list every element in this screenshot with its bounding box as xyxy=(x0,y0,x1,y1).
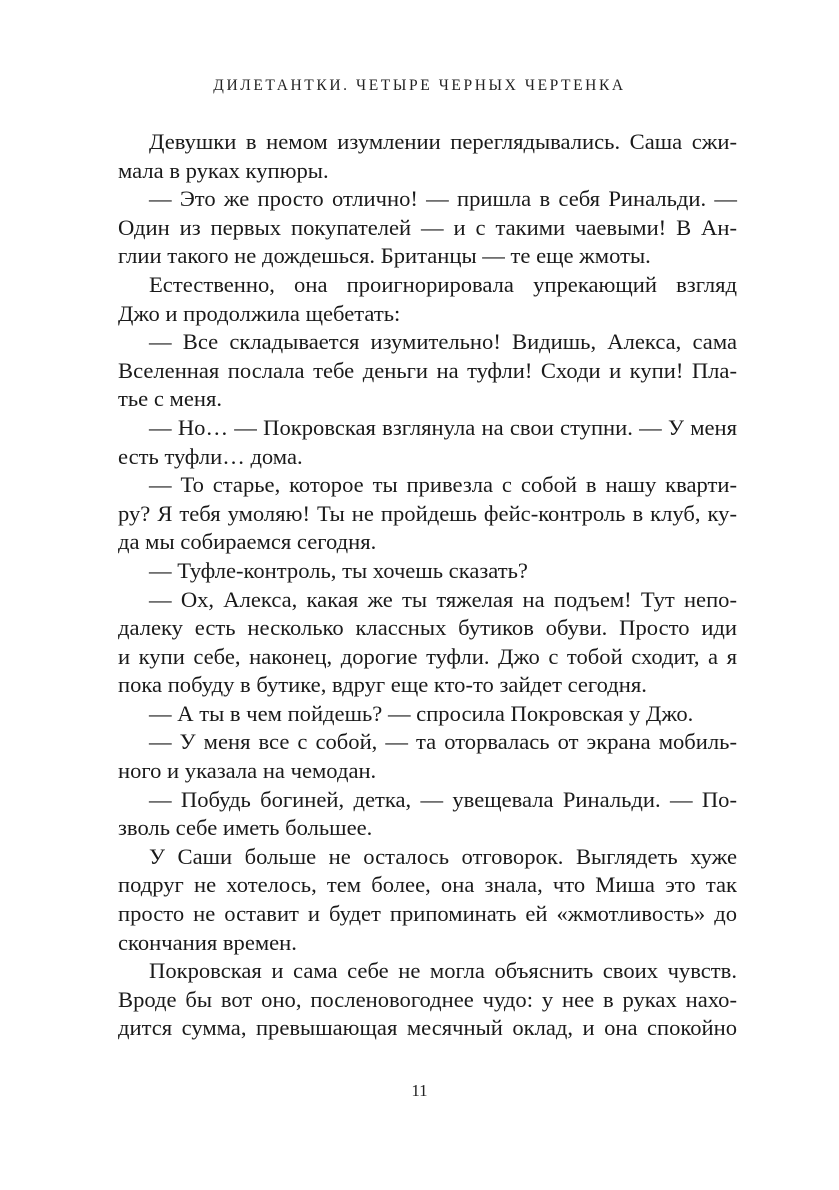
text-line: Девушки в немом изумлении переглядывались. Саша сжи- xyxy=(149,129,737,154)
text-line: тье с меня. xyxy=(118,386,222,412)
text-line: Вроде бы вот оно, посленовогоднее чудо: у нее в руках нахо- xyxy=(118,986,737,1012)
text-line: — Но… — Покровская взглянула на свои ступни. — У меня xyxy=(149,414,737,440)
body-text xyxy=(118,128,737,1043)
text-line: — То старье, которое ты привезла с собой в нашу кварти- xyxy=(149,472,737,498)
text-line: ного и указала на чемодан. xyxy=(118,758,377,784)
text-line: У Саши больше не осталось отговорок. Выглядеть хуже xyxy=(149,843,737,869)
text-line: и купи себе, наконец, дорогие туфли. Джо с тобой сходит, а я xyxy=(118,643,737,669)
text-line: далеку есть несколько классных бутиков обуви. Просто иди xyxy=(118,615,737,641)
text-line: Один из первых покупателей — и с такими чаевыми! В Ан- xyxy=(118,214,737,240)
text-line: Джо и продолжила щебетать: xyxy=(118,300,401,326)
text-line: — Ох, Алекса, какая же ты тяжелая на подъем! Тут непо- xyxy=(149,586,737,612)
text-line: зволь себе иметь большее. xyxy=(118,815,373,841)
text-line: Вселенная послала тебе деньги на туфли! Сходи и купи! Пла- xyxy=(118,357,737,383)
text-line: просто не оставит и будет припоминать ей «жмотливость» до xyxy=(118,901,737,927)
text-line: — Побудь богиней, детка, — увещевала Ринальди. — По- xyxy=(149,786,737,812)
text-line: дится сумма, превышающая месячный оклад, и она спокойно xyxy=(118,1015,737,1041)
text-line: есть туфли… дома. xyxy=(118,443,303,469)
text-line: пока побуду в бутике, вдруг еще кто-то зайдет сегодня. xyxy=(118,672,647,698)
text-line: — Это же просто отлично! — пришла в себя Ринальди. — xyxy=(149,186,737,212)
text-line: подруг не хотелось, тем более, она знала, что Миша это так xyxy=(118,872,737,898)
text-line: мала в руках купюры. xyxy=(118,157,329,183)
text-line: Покровская и сама себе не могла объяснить своих чувств. xyxy=(149,958,737,984)
text-line: — Все складывается изумительно! Видишь, Алекса, сама xyxy=(149,329,737,355)
text-line: — У меня все с собой, — та оторвалась от экрана мобиль- xyxy=(149,729,737,755)
text-line: Естественно, она проигнорировала упрекающий взгляд xyxy=(149,271,737,297)
text-line: — А ты в чем пойдешь? — спросила Покровская у Джо. xyxy=(149,700,694,726)
text-line: глии такого не дождешься. Британцы — те еще жмоты. xyxy=(118,243,651,269)
text-line: скончания времен. xyxy=(118,929,297,955)
running-head: ДИЛЕТАНТКИ. ЧЕТЫРЕ ЧЕРНЫХ ЧЕРТЕНКА xyxy=(213,77,626,94)
text-line: — Туфле-контроль, ты хочешь сказать? xyxy=(149,557,528,583)
page-number: 11 xyxy=(411,1081,428,1100)
text-line: ру? Я тебя умоляю! Ты не пройдешь фейс-контроль в клуб, ку- xyxy=(118,500,737,526)
text-line: да мы собираемся сегодня. xyxy=(118,529,377,555)
